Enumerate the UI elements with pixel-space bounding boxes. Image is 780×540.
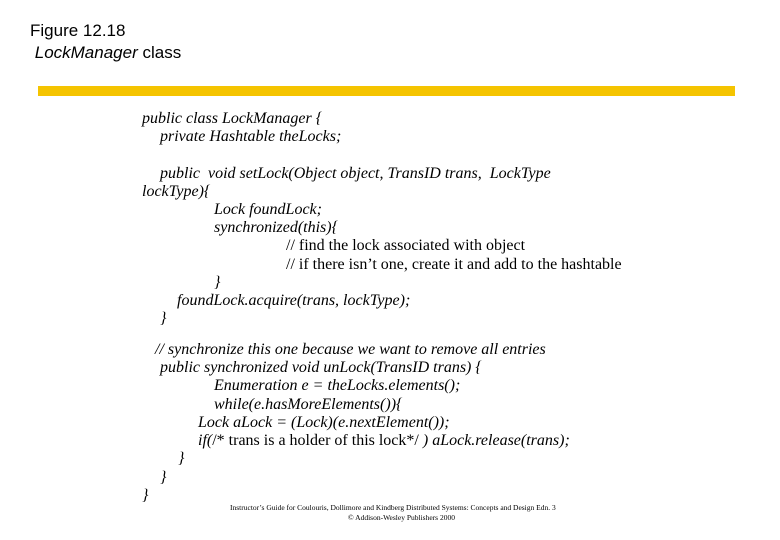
code-line: } [178,450,185,467]
figure-caption [30,42,181,64]
code-comment: // synchronize this one because we want to remove all entries [155,341,546,358]
code-comment: /* trans is a holder of this lock*/ [212,432,423,449]
footer-line-2: © Addison-Wesley Publishers 2000 [348,513,455,522]
code-line: synchronized(this){ [214,219,339,236]
code-fragment: if( [198,432,213,449]
code-line: } [160,310,167,327]
class-suffix: class [137,43,182,62]
footer-credit [230,503,600,523]
code-comment: // if there isn’t one, create it and add to the hashtable [286,256,622,273]
footer-line-1: Instructor’s Guide for Coulouris, Dollimore and Kindberg Distributed Systems: Concepts and Design Edn. 3 [230,503,556,512]
code-line: } [160,469,167,486]
code-line: while(e.hasMoreElements()){ [214,396,403,413]
figure-number: Figure 12.18 [30,21,126,40]
code-line [198,432,570,450]
accent-rule [38,86,735,96]
code-fragment: ) aLock.release(trans); [422,432,570,449]
code-line: public class LockManager { [142,110,323,127]
code-line: lockType){ [142,183,211,200]
code-line: Lock aLock = (Lock)(e.nextElement()); [198,414,450,431]
code-line: public synchronized void unLock(TransID trans) { [160,359,482,376]
code-line: Enumeration e = theLocks.elements(); [214,377,461,394]
code-comment: // find the lock associated with object [286,237,526,254]
slide-title [30,20,181,64]
code-line: } [214,274,221,291]
class-name: LockManager [34,43,138,62]
code-line: } [142,487,149,504]
code-line: public void setLock(Object object, TransID trans, LockType [160,165,551,182]
code-line: foundLock.acquire(trans, lockType); [177,292,411,309]
code-line: private Hashtable theLocks; [160,128,342,145]
code-line: Lock foundLock; [214,201,322,218]
